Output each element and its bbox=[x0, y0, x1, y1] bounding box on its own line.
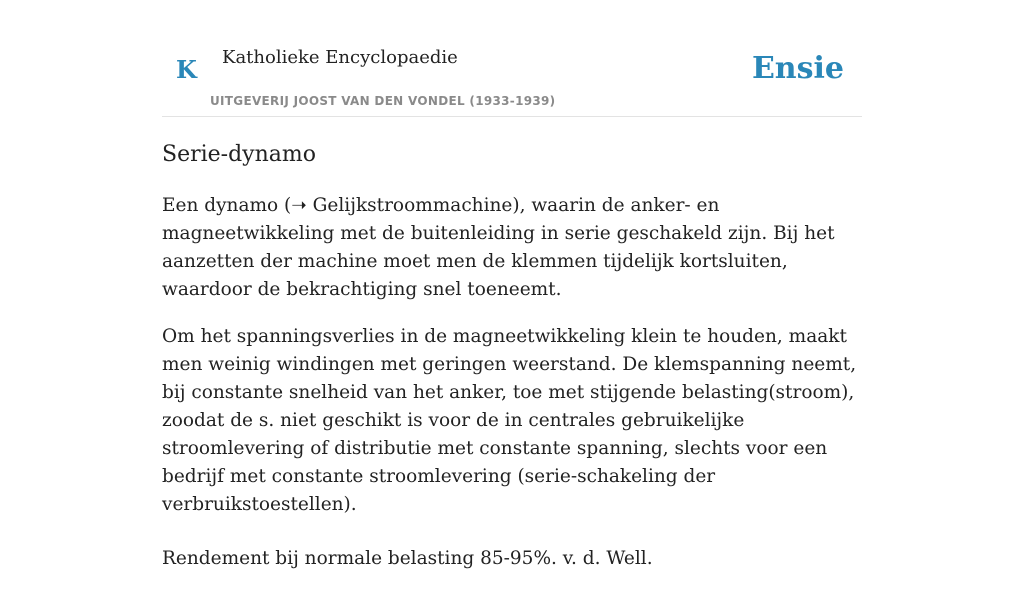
article-body bbox=[162, 192, 864, 592]
article-paragraph: Een dynamo (➝ Gelijkstroommachine), waarin de anker- en magneetwikkeling met de buitenleiding in serie geschakeld zijn. Bij het aanzetten der machine moet men de klemmen tijdelijk kortsluiten, waardoor de bekrachtiging snel toeneemt. bbox=[162, 195, 835, 300]
site-title[interactable]: Katholieke Encyclopaedie bbox=[222, 47, 458, 68]
site-header bbox=[162, 0, 862, 117]
katholieke-logo[interactable]: K bbox=[176, 55, 197, 84]
publisher-subtitle: UITGEVERIJ JOOST VAN DEN VONDEL (1933-1939) bbox=[210, 94, 556, 108]
article-paragraph: Rendement bij normale belasting 85-95%. v. d. Well. bbox=[162, 548, 653, 569]
article-paragraph: Om het spanningsverlies in de magneetwikkeling klein te houden, maakt men weinig windingen met geringen weerstand. De klemspanning neemt, bij constante snelheid van het anker, toe met stijgende belasting(stroom), zoodat de s. niet geschikt is voor de in centrales gebruikelijke stroomlevering of distributie met constante spanning, slechts voor een bedrijf met constante stroomlevering (serie-schakeling der verbruikstoestellen). bbox=[162, 326, 857, 515]
ensie-brand-logo[interactable]: Ensie bbox=[751, 51, 844, 86]
article-title: Serie-dynamo bbox=[162, 142, 316, 167]
